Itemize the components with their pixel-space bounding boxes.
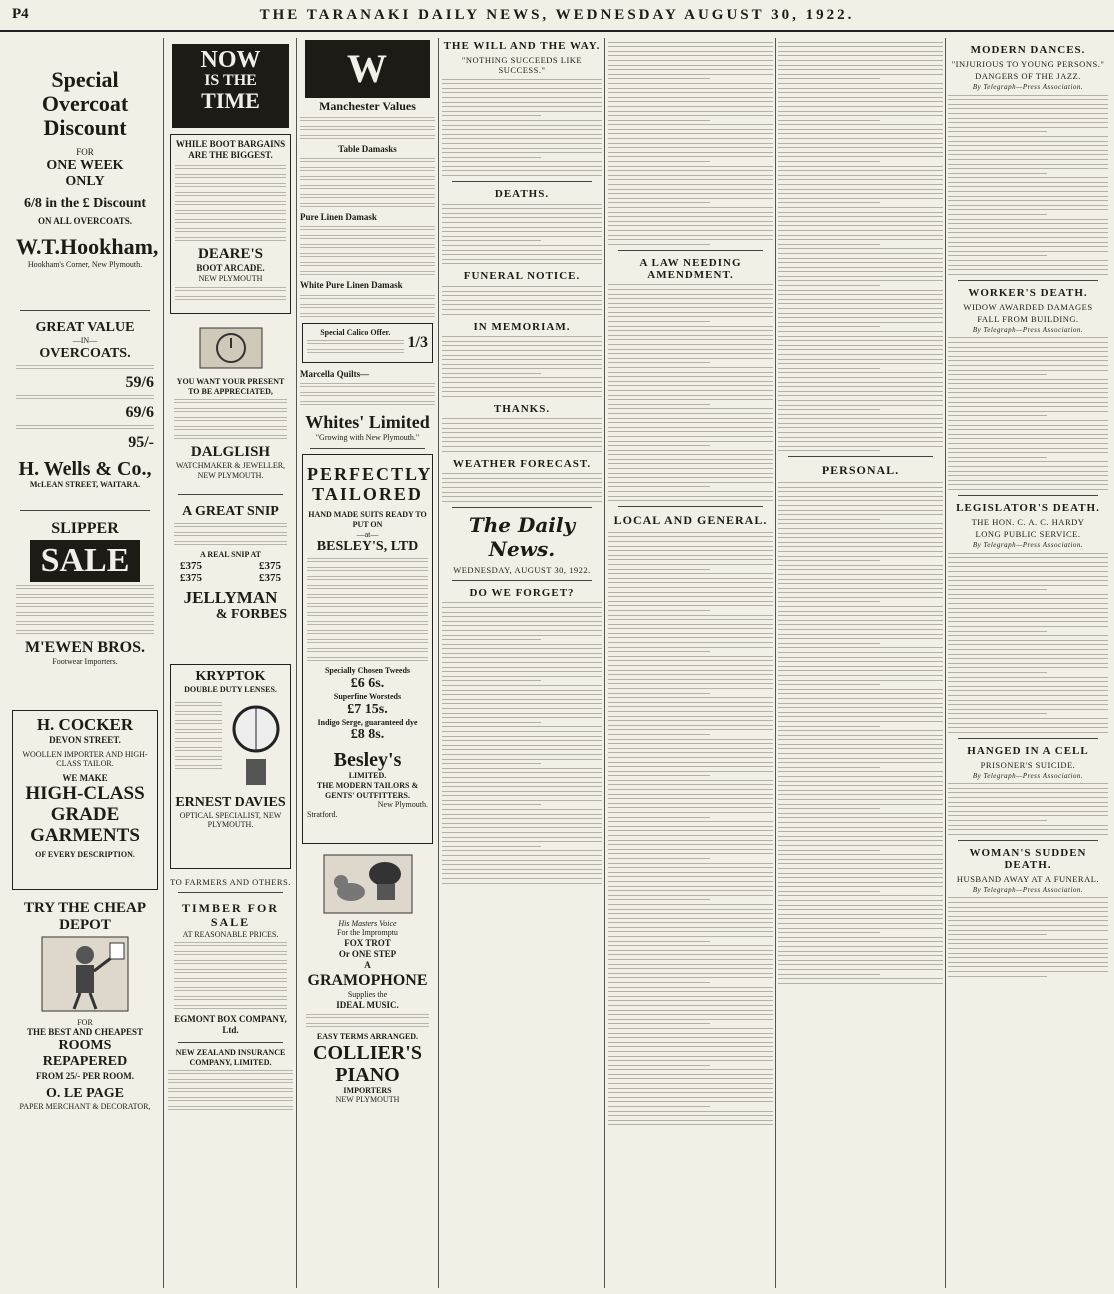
price: £6 6s.	[350, 675, 385, 691]
ad-line: TRY THE CHEAP	[24, 900, 146, 916]
dateline: By Telegraph—Press Association.	[972, 771, 1084, 780]
ad-line: FOX TROT	[344, 937, 391, 948]
article-subheadline: THE HON. C. A. C. HARDY	[971, 516, 1085, 527]
article-subheadline: HUSBAND AWAY AT A FUNERAL.	[956, 873, 1100, 884]
column-3	[300, 38, 435, 1288]
notices-body	[442, 336, 602, 397]
ad-line: AT REASONABLE PRICES.	[182, 929, 279, 939]
advertiser-name: JELLYMAN	[183, 587, 278, 607]
ad-line: OVERCOATS.	[39, 345, 131, 361]
ad-line: GRAMOPHONE	[307, 971, 428, 989]
section-heading: DEATHS.	[494, 188, 550, 201]
ad-line: PERFECTLY	[307, 463, 433, 484]
ad-line: TAILORED	[312, 483, 423, 504]
advertiser-name: Whites' Limited	[305, 412, 430, 433]
page-number: P4	[12, 6, 29, 22]
collier-gramophone-ad	[302, 850, 433, 1108]
price: £375	[259, 571, 281, 584]
ad-line: Indigo Serge, guaranteed dye	[317, 717, 418, 727]
advertiser-city: NEW PLYMOUTH	[335, 1095, 400, 1105]
masthead	[0, 4, 1114, 32]
article-subheadline: "INJURIOUS TO YOUNG PERSONS."	[951, 59, 1105, 69]
advertiser-slogan: "Growing with New Plymouth."	[315, 433, 420, 443]
advertiser-name: DEARE'S	[197, 245, 264, 262]
ad-line: FROM 25/- PER ROOM.	[36, 1070, 134, 1081]
ad-line: THE BEST AND CHEAPEST	[26, 1027, 144, 1038]
advertiser-name: H. Wells & Co.,	[18, 457, 152, 480]
advertiser-city: NEW PLYMOUTH	[198, 274, 263, 283]
editorial-body	[442, 602, 602, 883]
egmont-box-ad	[170, 898, 291, 1036]
ad-line: GREAT VALUE	[35, 320, 135, 335]
ad-line: OF EVERY DESCRIPTION.	[35, 849, 135, 859]
ad-line: YOU WANT YOUR PRESENT TO BE APPRECIATED,	[176, 377, 285, 396]
advertiser-name: O. LE PAGE	[46, 1085, 124, 1101]
besleys-tailored-ad	[302, 454, 433, 844]
advertiser-address: BOOT ARCADE.	[196, 262, 265, 273]
dateline: By Telegraph—Press Association.	[972, 540, 1084, 549]
newspaper-title: THE TARANAKI DAILY NEWS, WEDNESDAY AUGUST 30, 1922.	[259, 7, 855, 23]
price: £375	[259, 559, 281, 572]
advertiser-name: H. COCKER	[36, 715, 134, 734]
ad-line: 6/8 in the £ Discount	[23, 196, 147, 211]
article-body	[948, 337, 1108, 490]
column-7	[948, 38, 1108, 1288]
calico-offer	[302, 323, 433, 364]
column-2	[168, 38, 293, 1288]
ad-line: IMPORTERS	[343, 1085, 392, 1095]
ad-heading: KRYPTOK	[195, 669, 266, 684]
price: £375	[180, 571, 202, 584]
column-4	[442, 38, 602, 1288]
hookham-ad	[12, 42, 158, 304]
ad-line: Supplies the	[347, 990, 388, 1000]
article-subheadline: DANGERS OF THE JAZZ.	[975, 71, 1081, 81]
section-heading: IN MEMORIAM.	[473, 320, 571, 333]
column-5	[608, 38, 773, 1288]
ad-line: THE MODERN TAILORS & GENTS' OUTFITTERS.	[316, 780, 419, 800]
advertiser-address: Footwear Importers.	[52, 657, 118, 667]
dateline: By Telegraph—Press Association.	[972, 83, 1084, 91]
ad-line: EASY TERMS ARRANGED.	[316, 1031, 419, 1041]
ad-line: ARE THE BIGGEST.	[188, 150, 273, 161]
article-headline: HANGED IN A CELL	[967, 744, 1089, 757]
article-body	[608, 284, 773, 501]
ad-line: WHILE BOOT BARGAINS	[175, 139, 286, 149]
banner-line: NOW	[200, 47, 261, 73]
notices-body	[442, 204, 602, 265]
article-headline: THE WILL AND THE WAY.	[443, 40, 601, 52]
advertiser-name: M'EWEN BROS.	[24, 638, 145, 656]
article-subheadline: WIDOW AWARDED DAMAGES	[963, 301, 1093, 312]
ad-line: A	[364, 960, 371, 971]
price: £8 8s.	[350, 727, 385, 743]
ad-line: Special Calico Offer.	[320, 327, 391, 337]
advertiser-name: PIANO	[335, 1063, 400, 1086]
advertiser-address: DEVON STREET.	[49, 734, 121, 745]
now-is-the-time-banner	[172, 44, 289, 128]
article-body	[608, 42, 773, 245]
dateline: By Telegraph—Press Association.	[972, 885, 1084, 894]
ad-line: GRADE	[50, 804, 120, 826]
editorial-date: WEDNESDAY, AUGUST 30, 1922.	[453, 564, 591, 575]
gift-illustration	[196, 324, 266, 372]
article-headline: WOMAN'S SUDDEN DEATH.	[969, 846, 1087, 871]
paperhanger-illustration	[40, 935, 130, 1013]
advertiser-name: Besley's	[333, 749, 402, 772]
column-6	[778, 38, 943, 1288]
ad-line: WE MAKE	[62, 772, 108, 783]
sale-banner: SALE	[30, 540, 140, 581]
ad-line: Marcella Quilts—	[300, 369, 370, 380]
notices-body	[442, 286, 602, 315]
article-headline: MODERN DANCES.	[970, 44, 1086, 56]
advertiser-address: McLEAN STREET, WAITARA.	[29, 479, 141, 489]
illustration-caption: His Masters Voice	[338, 918, 397, 928]
slipper-sale-ad	[12, 516, 158, 704]
column-1	[10, 38, 160, 1288]
ad-line: DEPOT	[59, 917, 111, 934]
article-headline: A LAW NEEDING AMENDMENT.	[639, 256, 742, 281]
price: 59/6	[125, 373, 154, 391]
dalgleish-ad	[170, 320, 291, 488]
ad-line: Specially Chosen Tweeds	[324, 666, 411, 676]
section-heading: PERSONAL.	[821, 463, 900, 478]
article-body	[948, 95, 1108, 275]
deare-boot-ad	[170, 134, 291, 314]
banner-line: TIME	[201, 88, 260, 113]
ad-line: ROOMS REPAPERED	[42, 1038, 128, 1070]
advertiser-name: & FORBES	[215, 607, 287, 623]
article-headline: LEGISLATOR'S DEATH.	[956, 501, 1100, 514]
ad-line: Special	[51, 67, 119, 92]
advertiser-city: New Plymouth.	[377, 800, 428, 810]
ad-line: A REAL SNIP AT	[200, 550, 261, 560]
article-body	[778, 482, 943, 984]
advertiser-name: EGMONT BOX COMPANY, Ltd.	[174, 1014, 287, 1036]
ad-line: —at—	[356, 529, 379, 539]
article-body	[948, 897, 1108, 976]
advertiser-address: OPTICAL SPECIALIST, NEW PLYMOUTH.	[179, 810, 282, 830]
ad-line: ON ALL OVERCOATS.	[37, 216, 133, 227]
article-body	[608, 532, 773, 1126]
ad-line: HAND MADE SUITS READY TO PUT ON	[308, 510, 427, 529]
advertiser-address: Hookham's Corner, New Plymouth.	[27, 259, 143, 269]
ad-heading: Manchester Values	[319, 99, 416, 113]
advertiser-name: ERNEST DAVIES	[175, 794, 286, 810]
editorial-headline: DO WE FORGET?	[469, 586, 575, 599]
ad-line: White Pure Linen Damask	[300, 280, 403, 291]
advertiser-name: W.T.Hookham,	[16, 234, 159, 260]
ad-line: Superfine Worsteds	[333, 691, 402, 701]
ad-line: ONE WEEK	[46, 157, 124, 173]
ad-line: Or ONE STEP	[338, 949, 397, 960]
article-body	[778, 42, 943, 452]
ad-line: Discount	[43, 115, 127, 141]
article-subheadline: "NOTHING SUCCEEDS LIKE SUCCESS."	[461, 55, 583, 75]
section-heading: FUNERAL NOTICE.	[463, 270, 581, 283]
svg-text:W: W	[347, 46, 387, 91]
price: £7 15s.	[347, 701, 388, 717]
ad-heading: TIMBER FOR SALE	[181, 901, 279, 929]
advertiser-address: WATCHMAKER & JEWELLER, NEW PLYMOUTH.	[175, 461, 286, 481]
ad-line: Pure Linen Damask	[300, 212, 377, 223]
ad-line: SLIPPER	[51, 520, 119, 537]
section-heading: LOCAL AND GENERAL.	[613, 513, 768, 528]
ad-line: HIGH-CLASS	[25, 783, 145, 805]
advertiser-name: COLLIER'S	[313, 1041, 422, 1064]
advertiser-city: Stratford.	[307, 809, 338, 819]
banner-line: IS THE	[204, 72, 257, 89]
ad-line: Table Damasks	[338, 143, 397, 154]
advertiser-address: PAPER MERCHANT & DECORATOR,	[19, 1101, 151, 1111]
article-subheadline: PRISONER'S SUICIDE.	[980, 759, 1076, 770]
notices-body	[442, 418, 602, 451]
whites-logo	[305, 40, 430, 98]
ad-heading: TO FARMERS AND OTHERS.	[170, 877, 291, 887]
kryptok-ad	[170, 664, 291, 869]
price: 95/-	[128, 433, 154, 451]
article-subheadline: LONG PUBLIC SERVICE.	[975, 528, 1081, 539]
section-heading: WEATHER FORECAST.	[452, 457, 592, 470]
ad-line: IDEAL MUSIC.	[336, 999, 399, 1010]
article-body	[948, 553, 1108, 733]
dateline: By Telegraph—Press Association.	[972, 325, 1084, 334]
spectacles-illustration	[226, 699, 286, 789]
le-page-ad	[12, 896, 158, 1111]
ad-line: For the Impromptu	[337, 928, 398, 938]
ad-line: ONLY	[65, 173, 105, 189]
ad-line: DOUBLE DUTY LENSES.	[184, 685, 277, 695]
price: 1/3	[407, 333, 428, 351]
editorial-masthead: The Daily News.	[468, 512, 576, 561]
article-body	[442, 79, 602, 176]
advertiser-name: BESLEY'S, LTD	[316, 539, 419, 555]
notices-body	[442, 473, 602, 502]
his-masters-voice-illustration	[323, 854, 413, 914]
article-body	[948, 783, 1108, 835]
ad-line: WOOLLEN IMPORTER AND HIGH-CLASS TAILOR.	[22, 749, 148, 769]
ad-line: —IN—	[72, 336, 98, 346]
cocker-ad	[12, 710, 158, 890]
article-headline: WORKER'S DEATH.	[968, 286, 1088, 299]
ad-line: GARMENTS	[30, 825, 140, 847]
ad-line: Overcoat	[41, 91, 129, 117]
section-heading: THANKS.	[493, 402, 551, 415]
ad-line: LIMITED.	[348, 771, 387, 781]
ad-line: FOR	[76, 146, 94, 157]
ad-line: FOR	[77, 1017, 93, 1027]
advertiser-name: DALGLISH	[190, 444, 271, 461]
ad-heading: NEW ZEALAND INSURANCE COMPANY, LIMITED.	[175, 1048, 286, 1067]
wells-ad	[12, 316, 158, 504]
price: £375	[180, 559, 202, 572]
article-subheadline: FALL FROM BUILDING.	[977, 313, 1079, 324]
jellyman-ad	[170, 500, 291, 658]
price: 69/6	[125, 403, 154, 421]
ad-heading: A GREAT SNIP	[182, 504, 279, 519]
